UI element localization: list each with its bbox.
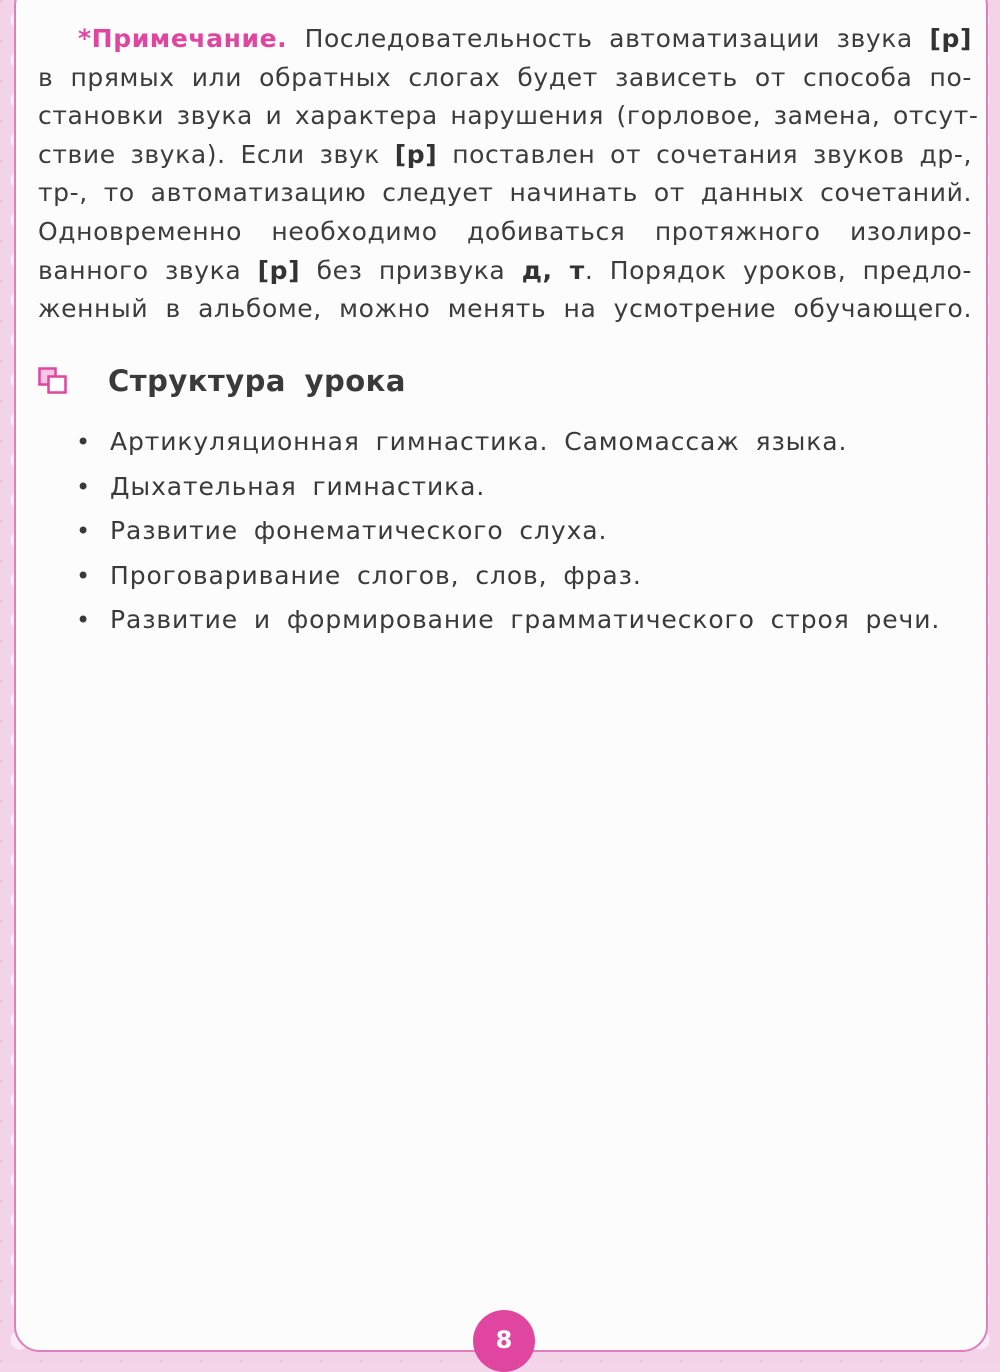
note-text-fragment: поставлен от сочетания звуков др-, <box>437 139 972 169</box>
note-line <box>38 20 972 59</box>
list-item-text: Развитие фонематического слуха. <box>110 516 608 545</box>
bullet-icon: • <box>76 561 92 590</box>
bullet-icon: • <box>76 606 92 634</box>
note-line <box>38 252 972 291</box>
note-text-fragment: женный в альбоме, можно менять на усмотрение обучающего. <box>38 294 972 324</box>
list-item-text: Развитие и формирование грамматического строя речи. <box>110 605 941 634</box>
note-label: *Примечание. <box>78 24 305 53</box>
bullet-icon: • <box>76 472 92 501</box>
note-line <box>38 290 972 329</box>
note-text-fragment: Последовательность автоматизации звука <box>304 24 930 53</box>
page-number-badge: 8 <box>473 1310 535 1372</box>
note-text-fragment: ванного звука <box>38 255 258 285</box>
note-paragraph <box>38 20 979 329</box>
bullet-icon: • <box>76 428 92 456</box>
note-line <box>38 97 979 136</box>
note-line <box>38 174 972 213</box>
note-line <box>38 136 972 175</box>
list-item-text: Артикуляционная гимнастика. Самомассаж языка. <box>110 427 848 456</box>
note-bold-fragment: д, т <box>521 255 585 285</box>
note-text-fragment: тр-, то автоматизацию следует начинать от данных сочетаний. <box>38 178 972 208</box>
note-text-fragment: без призвука <box>300 255 522 285</box>
note-text-fragment: . Порядок уроков, предло- <box>584 255 972 285</box>
note-bold-fragment: [р] <box>394 139 438 169</box>
note-text-fragment: в прямых или обратных слогах будет зависеть от способа по- <box>38 62 972 92</box>
note-line <box>38 59 972 98</box>
note-bold-fragment: [р] <box>929 24 972 53</box>
note-line <box>38 213 972 252</box>
note-text-fragment: Одновременно необходимо добиваться протяжного изолиро- <box>38 216 972 246</box>
note-bold-fragment: [р] <box>257 255 301 285</box>
bullet-icon: • <box>76 517 92 545</box>
section-squares-icon <box>38 367 68 395</box>
note-text-fragment: ствие звука). Если звук <box>38 139 395 169</box>
note-text-fragment: становки звука и характера нарушения (горловое, замена, отсут- <box>38 101 979 131</box>
list-item-text: Дыхательная гимнастика. <box>110 471 486 501</box>
list-item-text: Проговаривание слогов, слов, фраз. <box>110 560 642 590</box>
section-title: Структура урока <box>108 364 406 398</box>
